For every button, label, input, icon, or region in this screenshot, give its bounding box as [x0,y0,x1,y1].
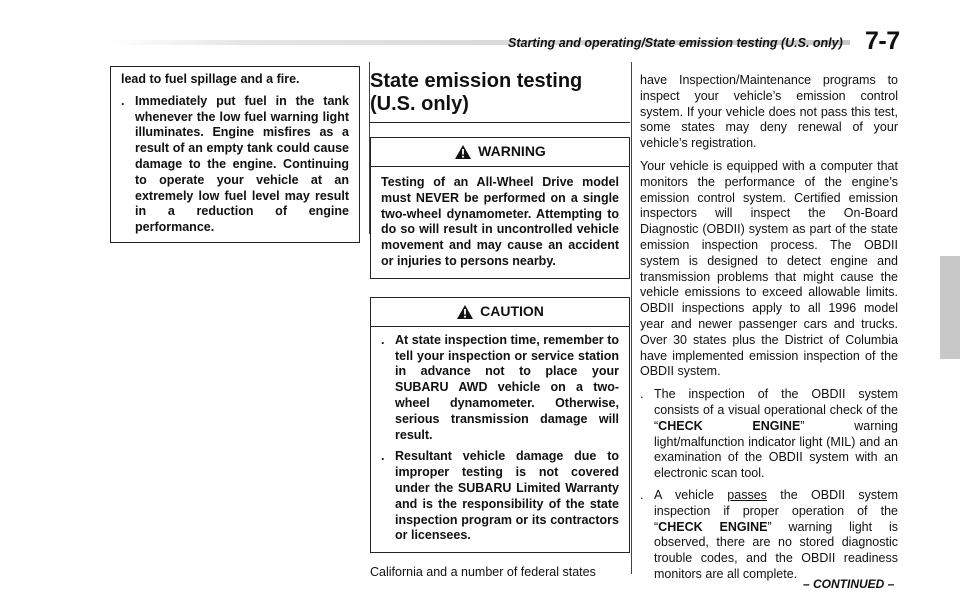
bullet-text: At state inspection time, remember to tell your inspection or service station in advance not to place your SUBARU AWD vehicle on a two-wheel dynamometer. Otherwise, serious transmission damage will result. [395,332,619,442]
caution-label: CAUTION [480,302,544,319]
check-engine-label: CHECK ENGINE [658,519,768,534]
warning-label: WARNING [478,143,546,160]
warning-triangle-icon [454,144,472,160]
bullet-marker: . [121,93,125,108]
underlined-term: passes [727,487,767,502]
list-item [381,449,619,544]
text-run: The inspection of the OBDII system consists of a visual operational check of the “ [654,387,898,433]
continued-marker: – CONTINUED – [803,577,895,591]
check-engine-label: CHECK ENGINE [658,418,801,433]
column-divider [631,62,632,574]
caution-body [371,327,629,552]
warning-triangle-icon [456,304,474,320]
bullet-marker: . [381,449,385,464]
left-column [110,66,360,243]
right-column [640,73,898,589]
body-text: California and a number of federal states [370,565,596,580]
bullet-text [654,387,898,482]
middle-column [370,70,630,581]
bullet-text: Immediately put fuel in the tank whenever the low fuel warning light illuminates. Engine misfires as a result of an empty tank could cause damage to the engine. Continuing to operate your vehicle at an extremely low fuel level may result in a reduction of engine performance. [135,93,349,235]
warning-text: Testing of an All-Wheel Drive model must NEVER be performed on a single two-wheel dynamometer. Attempting to do so will result in uncontrolled vehicle movement and may cause an accident or injuries to persons nearby. [381,175,619,268]
warning-box [370,137,630,279]
section-title: State emission testing (U.S. only) [370,70,630,123]
caution-box [370,297,630,553]
bullet-marker: . [640,487,644,502]
list-item [121,94,349,236]
lead-text: lead to fuel spillage and a fire. [121,72,300,86]
running-header: Starting and operating/State emission testing (U.S. only) [508,36,843,50]
list-item [381,333,619,444]
list-item [640,387,898,482]
bullet-text [654,488,898,583]
continued-warning-box [110,66,360,243]
chapter-tab [940,256,960,359]
text-run: the OBDII system inspection if proper operation of the “ [654,487,898,534]
text-run: A vehicle [654,487,728,502]
paragraph: have Inspection/Maintenance programs to inspect your vehicle’s emission control system. If your vehicle does not pass this test, some states may deny renewal of your vehicle’s registration. [640,73,898,151]
text-run: ” warning light/malfunction indicator light (MIL) and an examination of the OBDII system with an electronic scan tool. [654,418,898,481]
paragraph: Your vehicle is equipped with a computer that monitors the performance of the engine’s emission control system. Certified emission inspectors will inspect the On-Board Diagnostic (OBDII) system as part of the state emission inspection process. The OBDII system is designed to detect engine and transmission problems that might cause the vehicle emissions to exceed allowable limits. OBDII inspections apply to all 1996 model year and newer passenger cars and trucks. Over 30 states plus the District of Columbia have implemented emission inspection of the OBDII system. [640,158,898,379]
bullet-marker: . [381,332,385,347]
warning-header [371,138,629,167]
text-run: ” warning light is observed, there are no stored diagnostic trouble codes, and the OBDII readiness monitors are all complete. [654,519,898,581]
caution-header [371,298,629,327]
list-item [640,488,898,583]
page-number: 7-7 [865,27,900,55]
bullet-text: Resultant vehicle damage due to improper testing is not covered under the SUBARU Limited Warranty and is the responsibility of the state inspection program or its contractors or licensees. [395,449,619,543]
bullet-marker: . [640,387,644,402]
